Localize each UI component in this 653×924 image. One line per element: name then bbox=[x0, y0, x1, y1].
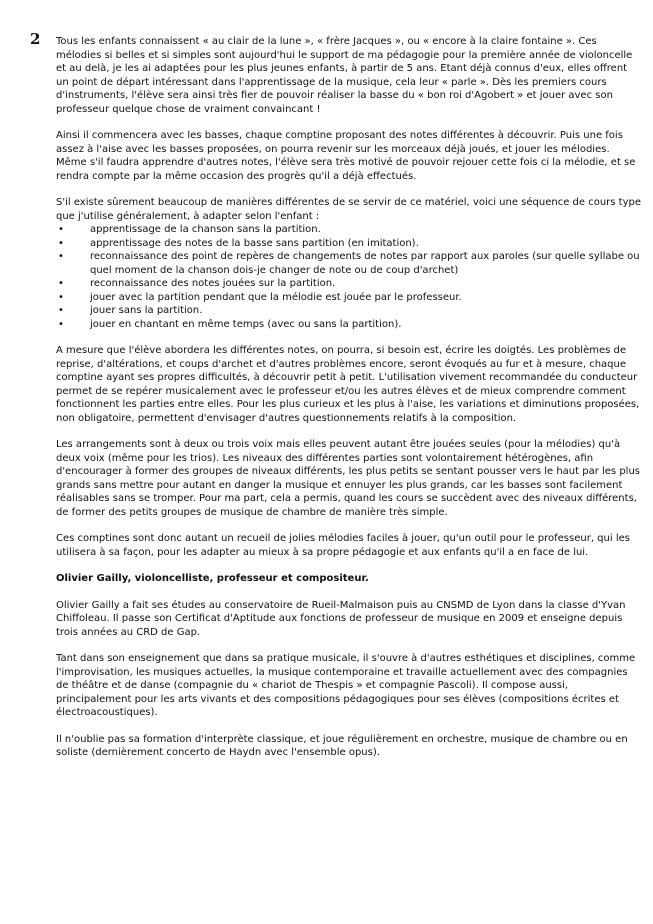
paragraph-basses: Ainsi il commencera avec les basses, chaque comptine proposant des notes différentes à découvrir. Puis une fois assez à l'aise avec les basses proposées, on pourra revenir sur les morceaux déjà joués, et jouer les mélodies. Même s'il faudra apprendre d'autres notes, l'élève sera très motivé de pouvoir rejouer cette fois ci la mélodie, et se rendra compte par la même occasion des progrès qu'il a déjà effectués. bbox=[56, 130, 636, 182]
list-item: • jouer sans la partition. bbox=[56, 304, 642, 318]
list-item: • apprentissage de la chanson sans la partition. bbox=[56, 223, 642, 237]
list-item: • apprentissage des notes de la basse sans partition (en imitation). bbox=[56, 237, 642, 251]
list-item: • jouer en chantant en même temps (avec ou sans la partition). bbox=[56, 318, 642, 332]
paragraph-arrangements: Les arrangements sont à deux ou trois voix mais elles peuvent autant être jouées seules (pour la mélodies) qu'à deux voix (même pour les trios). Les niveaux des différentes parties sont volontairement hétérogènes, afin d'encourager à former des groupes de niveaux différents, les plus petits se sentant pousser vers le haut par les plus grands sans mettre pour autant en danger la musique et ennuyer les plus grands, car les basses sont facilement réalisables sans se tromper. Pour ma part, cela a permis, quand les cours se succèdent avec des niveaux différents, de former des petits groupes de musique de chambre de manière très simple. bbox=[56, 439, 640, 518]
sequence-list bbox=[56, 223, 642, 331]
paragraph-intro: Tous les enfants connaissent « au clair de la lune », « frère Jacques », ou « encore à la claire fontaine ». Ces mélodies si belles et si simples sont aujourd'hui le support de ma pédagogie pour la première année de violoncelle et au delà, je les ai adaptées pour les plus jeunes enfants, à partir de 5 ans. Etant déjà connus d'eux, elles offrent un point de départ intéressant dans l'apprentissage de la musique, cela leur « parle ». Dès les premiers cours d'instruments, l'élève sera ainsi très fier de pouvoir réaliser la basse du « bon roi d'Agobert » et jouer avec son professeur quelque chose de vraiment convaincant ! bbox=[56, 36, 633, 115]
list-item: • reconnaissance des notes jouées sur la partition. bbox=[56, 277, 642, 291]
paragraph-sequence-intro: S'il existe sûrement beaucoup de manières différentes de se servir de ce matériel, voici une séquence de cours type que j'utilise généralement, à adapter selon l'enfant : bbox=[56, 197, 642, 222]
author-heading: Olivier Gailly, violoncelliste, professeur et compositeur. bbox=[56, 573, 369, 584]
page-number: 2 bbox=[30, 30, 41, 48]
list-item: • reconnaissance des point de repères de changements de notes par rapport aux paroles (sur quelle syllabe ou quel moment de la chanson dois-je changer de note ou de coup d'archet) bbox=[56, 250, 642, 277]
paragraph-mesure: A mesure que l'élève abordera les différentes notes, on pourra, si besoin est, écrire les doigtés. Les problèmes de reprise, d'altérations, et coups d'archet et d'autres problèmes encore, seront évoqués au fur et à mesure, chaque comptine ayant ses propres difficultés, à découvrir petit à petit. L'utilisation vivement recommandée du conducteur permet de se repérer musicalement avec le professeur et/ou les autres élèves et de mieux comprendre comment fonctionnent les parties entre elles. Pour les plus curieux et les plus à l'aise, les variations et diminutions proposées, non obligatoire, permettent d'envisager d'autres questionnements relatifs à la composition. bbox=[56, 345, 640, 424]
paragraph-bio-2: Tant dans son enseignement que dans sa pratique musicale, il s'ouvre à d'autres esthétiques et disciplines, comme l'improvisation, les musiques actuelles, la musique contemporaine et travaille actuellement avec des compagnies de théâtre et de danse (compagnie du « chariot de Thespis » et compagnie Pascoli). Il compose aussi, principalement pour les arts vivants et des compositions pédagogiques pour ses élèves (compositions écrites et électroacoustiques). bbox=[56, 653, 636, 718]
paragraph-bio-3: Il n'oublie pas sa formation d'interprète classique, et joue régulièrement en orchestre, musique de chambre ou en soliste (dernièrement concerto de Haydn avec l'ensemble opus). bbox=[56, 733, 628, 758]
document-body bbox=[56, 35, 642, 773]
paragraph-conclusion: Ces comptines sont donc autant un recueil de jolies mélodies faciles à jouer, qu'un outil pour le professeur, qui les utilisera à sa façon, pour les adapter au mieux à sa propre pédagogie et aux enfants qu'il a en face de lui. bbox=[56, 533, 630, 558]
list-item: • jouer avec la partition pendant que la mélodie est jouée par le professeur. bbox=[56, 291, 642, 305]
paragraph-bio-1: Olivier Gailly a fait ses études au conservatoire de Rueil-Malmaison puis au CNSMD de Lyon dans la classe d'Yvan Chiffoleau. Il passe son Certificat d'Aptitude aux fonctions de professeur de musique en 2009 et enseigne depuis trois années au CRD de Gap. bbox=[56, 599, 626, 638]
